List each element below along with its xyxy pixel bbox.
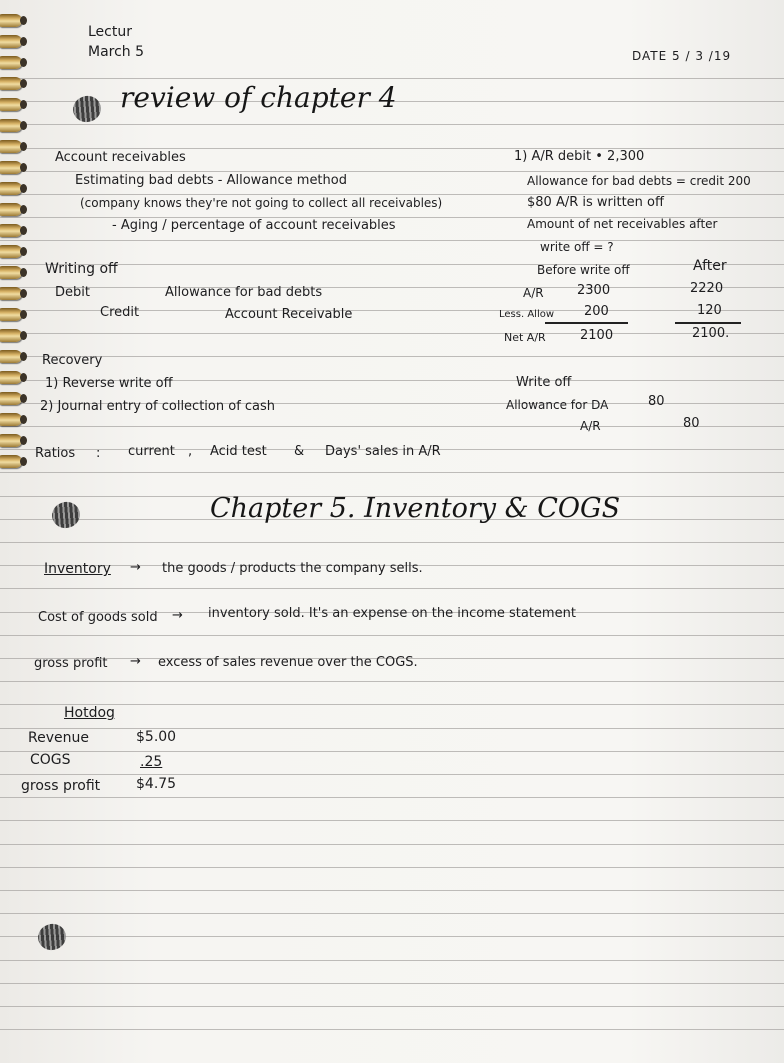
definition-text: inventory sold. It's an expense on the income statement — [208, 606, 576, 621]
ruled-line — [0, 913, 784, 914]
ruled-line — [0, 960, 784, 961]
binding-hole — [20, 58, 27, 67]
ruled-line — [0, 844, 784, 845]
spiral-ring — [0, 392, 22, 405]
ruled-line — [0, 1006, 784, 1007]
ar-row-after: 120 — [697, 303, 722, 318]
debit-label: Debit — [55, 285, 90, 300]
ar-row-after: 2100. — [692, 326, 730, 341]
definition-text: excess of sales revenue over the COGS. — [158, 655, 418, 670]
binding-hole — [20, 163, 27, 172]
example-title: Hotdog — [64, 705, 115, 721]
note-line: Account receivables — [55, 150, 186, 165]
ruled-line — [0, 240, 784, 241]
credit-account: Account Receivable — [225, 307, 353, 322]
note-line: Amount of net receivables after — [527, 217, 718, 231]
journal-amount: 80 — [648, 394, 665, 409]
writing-off-heading: Writing off — [45, 261, 118, 277]
spiral-ring — [0, 371, 22, 384]
ruled-line — [0, 635, 784, 636]
binding-hole — [20, 16, 27, 25]
ruled-line — [0, 704, 784, 705]
ar-row-label: A/R — [523, 286, 544, 300]
binding-hole — [20, 226, 27, 235]
example-row-value: $5.00 — [136, 729, 177, 745]
binding-hole — [20, 268, 27, 277]
ruled-line — [0, 472, 784, 473]
recovery-step: 1) Reverse write off — [45, 376, 173, 391]
ruled-line — [0, 588, 784, 589]
binding-hole — [20, 121, 27, 130]
writeoff-heading: Write off — [516, 375, 572, 390]
spiral-ring — [0, 455, 22, 468]
ink-mark — [35, 921, 69, 953]
ar-row-label: Net A/R — [504, 331, 546, 344]
ratios-colon: : — [96, 446, 101, 461]
spiral-ring — [0, 182, 22, 195]
binding-hole — [20, 373, 27, 382]
lecture-date: March 5 — [88, 44, 145, 60]
note-line: $80 A/R is written off — [527, 195, 664, 210]
binding-hole — [20, 79, 27, 88]
ink-mark — [70, 93, 104, 125]
note-line: write off = ? — [540, 240, 614, 254]
col-after-header: After — [693, 258, 727, 274]
definition-term: gross profit — [34, 656, 108, 671]
binding-hole — [20, 415, 27, 424]
arrow-symbol: → — [172, 608, 183, 623]
ruled-line — [0, 148, 784, 149]
ratio-item: current — [128, 444, 175, 459]
spiral-ring — [0, 119, 22, 132]
date-field: DATE 5 / 3 /19 — [632, 49, 732, 63]
ratio-item: Acid test — [210, 444, 267, 459]
ruled-line — [0, 751, 784, 752]
spiral-ring — [0, 98, 22, 111]
ruled-line — [0, 1029, 784, 1030]
definition-text: the goods / products the company sells. — [162, 561, 423, 576]
ratio-separator: & — [294, 444, 305, 459]
ink-mark — [49, 499, 83, 531]
definition-term: Inventory — [44, 561, 111, 577]
ruled-line — [0, 171, 784, 172]
binding-hole — [20, 457, 27, 466]
definition-term: Cost of goods sold — [38, 610, 158, 625]
ruled-line — [0, 78, 784, 79]
arrow-symbol: → — [130, 654, 141, 669]
spiral-ring — [0, 56, 22, 69]
spiral-ring — [0, 140, 22, 153]
section-title: Chapter 5. Inventory & COGS — [210, 493, 621, 524]
spiral-ring — [0, 224, 22, 237]
ruled-line — [0, 426, 784, 427]
journal-account: Allowance for DA — [506, 398, 609, 412]
binding-hole — [20, 184, 27, 193]
subtotal-line — [545, 322, 628, 324]
binding-hole — [20, 352, 27, 361]
ruled-line — [0, 333, 784, 334]
ar-row-before: 200 — [584, 304, 609, 319]
spiral-ring — [0, 245, 22, 258]
arrow-symbol: → — [130, 560, 141, 575]
ruled-line — [0, 797, 784, 798]
spiral-ring — [0, 434, 22, 447]
binding-hole — [20, 394, 27, 403]
lecture-label: Lectur — [88, 24, 132, 40]
spiral-ring — [0, 266, 22, 279]
spiral-ring — [0, 329, 22, 342]
example-row-label: gross profit — [21, 778, 101, 794]
binding-hole — [20, 142, 27, 151]
ar-row-label: Less. Allow — [499, 309, 555, 320]
binding-hole — [20, 247, 27, 256]
ar-row-before: 2100 — [580, 328, 614, 343]
debit-account: Allowance for bad debts — [165, 285, 323, 300]
col-before-header: Before write off — [537, 263, 630, 277]
ruled-line — [0, 867, 784, 868]
ruled-line — [0, 681, 784, 682]
recovery-heading: Recovery — [42, 353, 103, 368]
binding-hole — [20, 331, 27, 340]
ruled-line — [0, 287, 784, 288]
note-line: Allowance for bad debts = credit 200 — [527, 174, 751, 188]
spiral-ring — [0, 350, 22, 363]
example-row-value: $4.75 — [136, 776, 177, 792]
spiral-ring — [0, 203, 22, 216]
example-row-label: COGS — [30, 752, 71, 768]
ratio-item: Days' sales in A/R — [325, 444, 441, 459]
ruled-line — [0, 983, 784, 984]
credit-label: Credit — [100, 305, 140, 320]
binding-hole — [20, 289, 27, 298]
ruled-line — [0, 774, 784, 775]
ar-row-after: 2220 — [690, 281, 724, 296]
ratios-label: Ratios — [35, 446, 76, 461]
ruled-line — [0, 194, 784, 195]
ruled-line — [0, 936, 784, 937]
spiral-ring — [0, 413, 22, 426]
spiral-ring — [0, 14, 22, 27]
binding-hole — [20, 205, 27, 214]
note-line: - Aging / percentage of account receivables — [112, 218, 396, 233]
ruled-line — [0, 890, 784, 891]
example-row-value: .25 — [140, 754, 163, 770]
spiral-ring — [0, 77, 22, 90]
binding-hole — [20, 436, 27, 445]
journal-account: A/R — [580, 419, 601, 433]
ratio-separator: , — [188, 444, 193, 459]
spiral-ring — [0, 161, 22, 174]
binding-hole — [20, 310, 27, 319]
note-line: Estimating bad debts - Allowance method — [75, 173, 347, 188]
binding-hole — [20, 100, 27, 109]
binding-hole — [20, 37, 27, 46]
ruled-line — [0, 124, 784, 125]
example-row-label: Revenue — [28, 730, 89, 746]
spiral-ring — [0, 308, 22, 321]
ruled-line — [0, 542, 784, 543]
ruled-line — [0, 356, 784, 357]
subtotal-line — [675, 322, 741, 324]
recovery-step: 2) Journal entry of collection of cash — [40, 399, 276, 414]
ruled-line — [0, 820, 784, 821]
spiral-ring — [0, 287, 22, 300]
section-title: review of chapter 4 — [120, 81, 397, 114]
spiral-ring — [0, 35, 22, 48]
ar-row-before: 2300 — [577, 283, 611, 298]
journal-amount: 80 — [683, 416, 700, 431]
ruled-line — [0, 728, 784, 729]
note-line: 1) A/R debit • 2,300 — [514, 149, 645, 164]
note-line: (company knows they're not going to collect all receivables) — [80, 196, 443, 210]
